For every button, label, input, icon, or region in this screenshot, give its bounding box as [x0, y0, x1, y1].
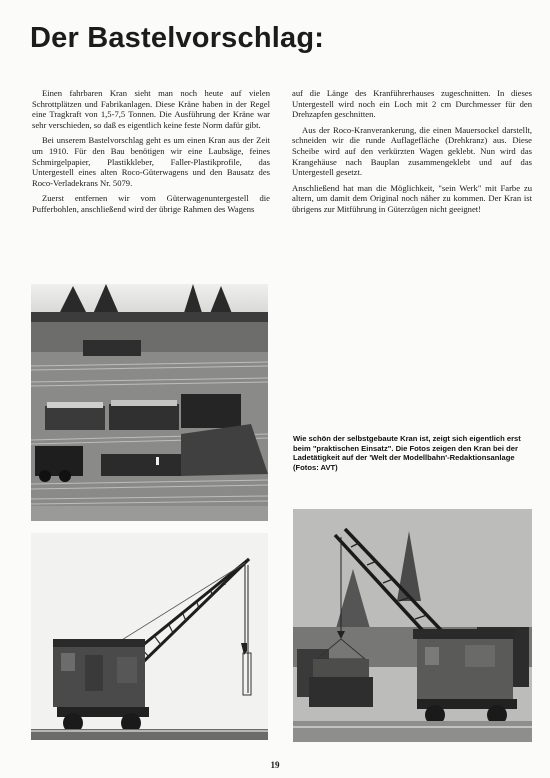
photo-crane-model-1: [31, 533, 268, 740]
photo-crane-model-2: [293, 509, 532, 742]
paragraph: Einen fahrbaren Kran sieht man noch heute auf vielen Schrottplätzen und Fabrikanlagen. Diese Kräne haben in der Regel eine Tragkraft von 1,5-7,5 Tonnen. Die Ausführung der Kräne war sehr verschieden, so daß es eigentlich keine feste Norm dafür gibt.: [32, 88, 270, 130]
paragraph: Anschließend hat man die Möglichkeit, "sein Werk" mit Farbe zu altern, um damit dem Original noch näher zu kommen. Der Kran ist übrigens zur Mitführung in Güterzügen nicht geeignet!: [292, 182, 532, 214]
crane-model-illustration: [31, 533, 268, 740]
article-column-right: [292, 88, 532, 220]
page-number: 19: [270, 760, 280, 770]
paragraph: auf die Länge des Kranführerhauses zugeschnitten. In dieses Untergestell wird noch ein Loch mit 2 cm Durchmesser für den Drehzapfen geschnitten.: [292, 88, 532, 120]
page-title: Der Bastelvorschlag:: [30, 22, 325, 54]
article-column-left: [32, 88, 270, 220]
photo-railway-yard: [31, 284, 268, 521]
paragraph: Aus der Roco-Kranverankerung, die einen Mauersockel darstellt, schneiden wir die runde Auflagefläche (Drehkranz) aus. Diese Scheibe wird auf den verkürzten Wagen geklebt. Nun wird das Krangehäuse nach Bauplan zusammengeklebt und auf das Untergestell gesetzt.: [292, 124, 532, 178]
photo-caption: Wie schön der selbstgebaute Kran ist, zeigt sich eigentlich erst beim "praktischen Einsatz". Die Fotos zeigen den Kran bei der Ladetätigkeit auf der 'Welt der Modellbahn'-Redaktionsanlage (Fotos: AVT): [293, 434, 521, 472]
paragraph: Bei unserem Bastelvorschlag geht es um einen Kran aus der Zeit um 1910. Für den Bau benötigen wir eine Laubsäge, feines Schmirgelpapier, Plastikkleber, Faller-Plastikprofile, das Untergestell eines alten Roco-Güterwagens und den Bausatz des Roco-Verladekrans Nr. 5079.: [32, 135, 270, 188]
paragraph: Zuerst entfernen wir vom Güterwagenuntergestell die Pufferbohlen, anschließend wird der übrige Rahmen des Wagens: [32, 193, 270, 214]
crane-loading-illustration: [293, 509, 532, 742]
railway-yard-illustration: [31, 284, 268, 521]
